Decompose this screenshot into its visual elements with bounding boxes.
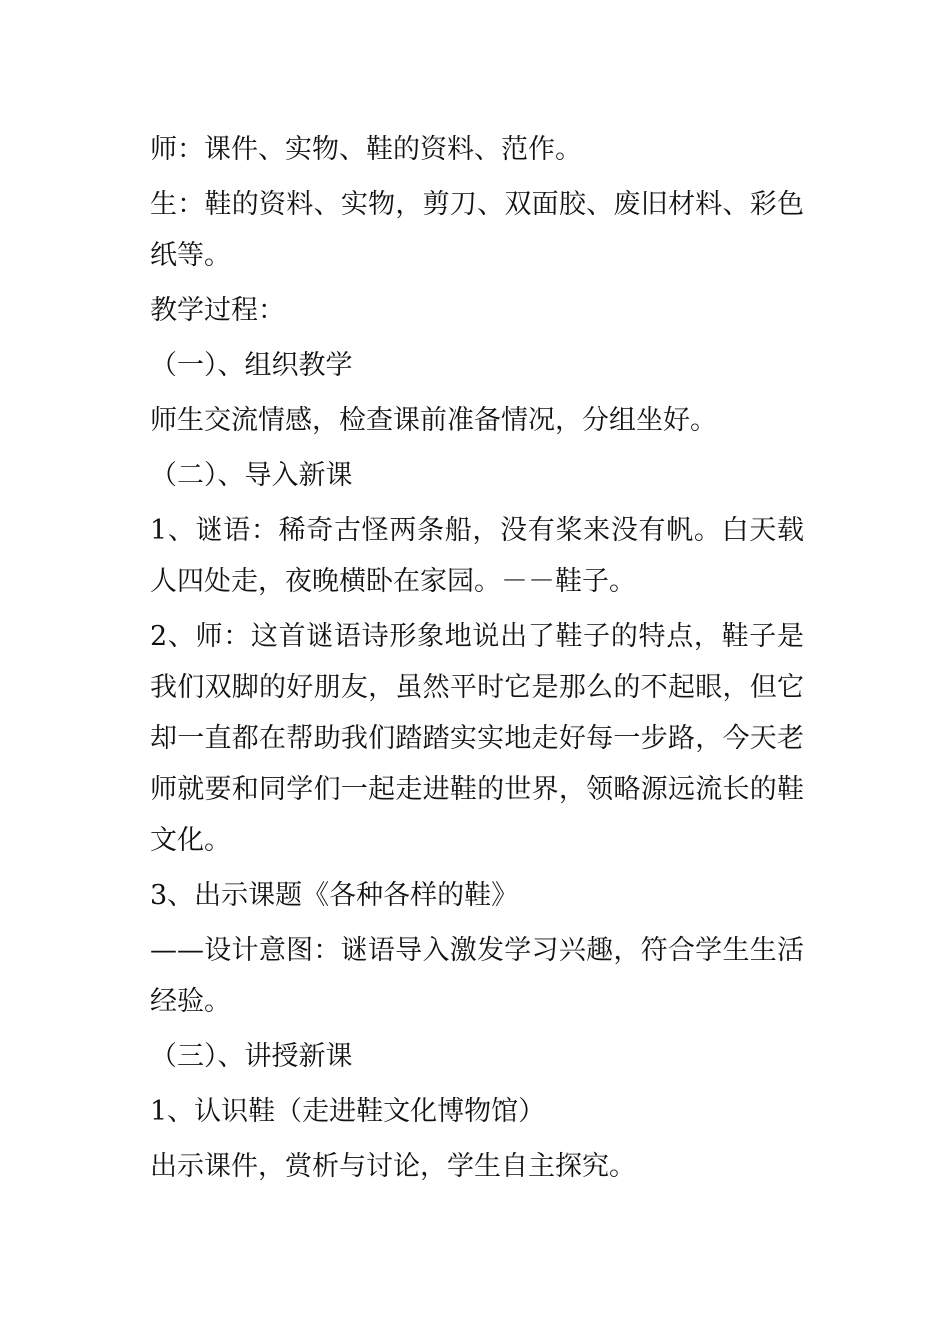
document-body bbox=[150, 124, 804, 1196]
heading-teaching-process: 教学过程： bbox=[150, 295, 285, 326]
paragraph-riddle: 1、谜语：稀奇古怪两条船，没有桨来没有帆。白天载人四处走，夜晚横卧在家园。－－鞋子。 bbox=[150, 515, 804, 597]
paragraph-design-intent: ——设计意图：谜语导入激发学习兴趣，符合学生生活经验。 bbox=[150, 935, 804, 1017]
paragraph-teacher-speech: 2、师：这首谜语诗形象地说出了鞋子的特点，鞋子是我们双脚的好朋友，虽然平时它是那么的不起眼，但它却一直都在帮助我们踏踏实实地走好每一步路，今天老师就要和同学们一起走进鞋的世界，领略源远流长的鞋文化。 bbox=[150, 621, 804, 856]
heading-teach-new-lesson: （三）、讲授新课 bbox=[150, 1041, 353, 1072]
paragraph-show-courseware: 出示课件，赏析与讨论，学生自主探究。 bbox=[150, 1151, 636, 1182]
paragraph-know-shoes: 1、认识鞋（走进鞋文化博物馆） bbox=[150, 1096, 546, 1127]
paragraph-student-materials: 生：鞋的资料、实物，剪刀、双面胶、废旧材料、彩色纸等。 bbox=[150, 189, 804, 271]
heading-organize-teaching: （一）、组织教学 bbox=[150, 350, 353, 381]
paragraph-show-title: 3、出示课题《各种各样的鞋》 bbox=[150, 880, 519, 911]
paragraph-teacher-materials: 师：课件、实物、鞋的资料、范作。 bbox=[150, 134, 582, 165]
paragraph-organize-detail: 师生交流情感，检查课前准备情况，分组坐好。 bbox=[150, 405, 717, 436]
heading-introduce-lesson: （二）、导入新课 bbox=[150, 460, 353, 491]
